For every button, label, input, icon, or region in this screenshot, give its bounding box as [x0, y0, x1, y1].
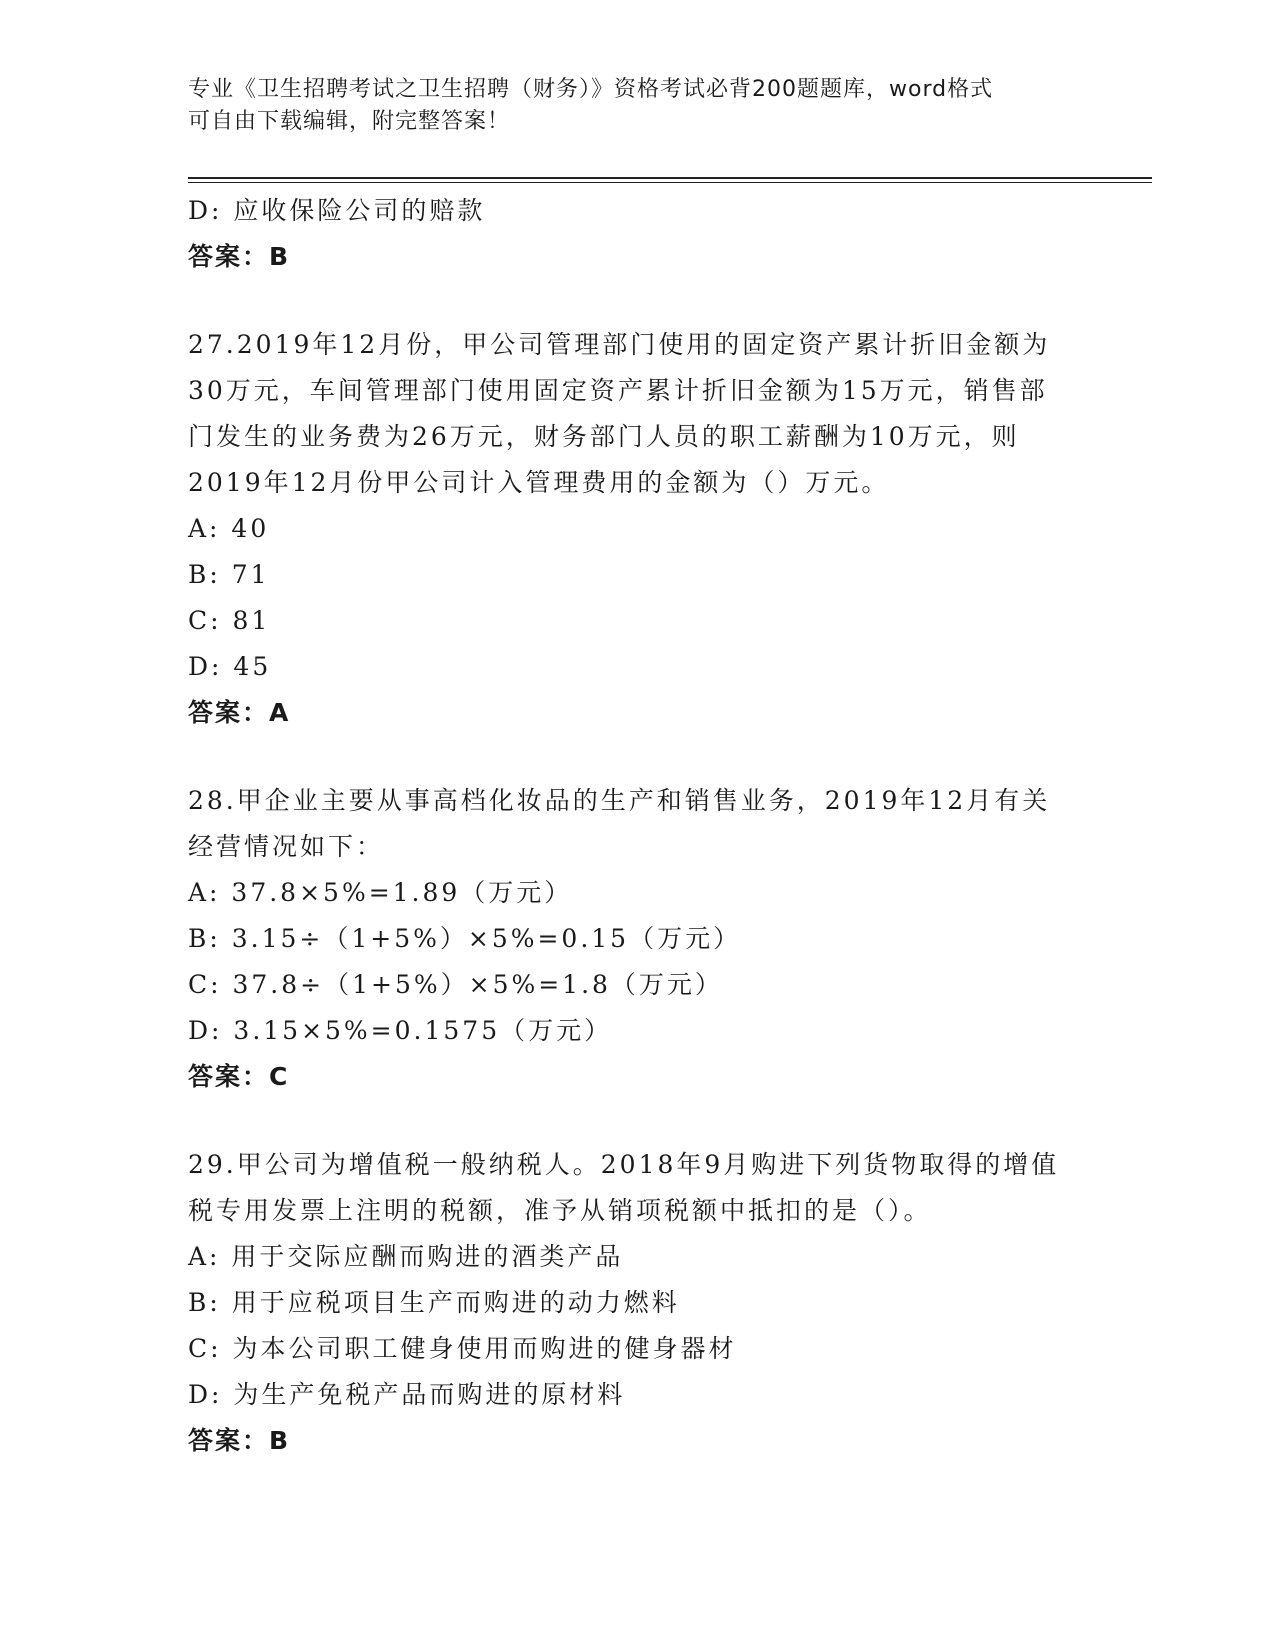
spacer	[188, 280, 1088, 322]
question-29-line-1: 29.甲公司为增值税一般纳税人。2018年9月购进下列货物取得的增值	[188, 1150, 1060, 1179]
question-27-answer: 答案：A	[188, 698, 291, 727]
spacer	[188, 1100, 1088, 1142]
question-28-text	[188, 778, 1088, 870]
question-27-line-4: 2019年12月份甲公司计入管理费用的金额为（）万元。	[188, 468, 890, 497]
header-line-1: 专业《卫生招聘考试之卫生招聘（财务）》资格考试必背200题题库，word格式	[188, 77, 994, 102]
question-29-option-b: B: 用于应税项目生产而购进的动力燃料	[188, 1288, 680, 1317]
question-27-option-a: A: 40	[188, 514, 270, 543]
question-29-text	[188, 1142, 1088, 1234]
question-27-line-3: 门发生的业务费为26万元，财务部门人员的职工薪酬为10万元，则	[188, 422, 1020, 451]
spacer	[188, 736, 1088, 778]
question-28-option-c: C: 37.8÷（1+5%）×5%=1.8（万元）	[188, 970, 723, 999]
question-28-line-1: 28.甲企业主要从事高档化妆品的生产和销售业务，2019年12月有关	[188, 786, 1051, 815]
question-27-option-d: D: 45	[188, 652, 272, 681]
question-28-answer: 答案：C	[188, 1062, 290, 1091]
page-header	[188, 74, 1068, 138]
question-27-line-1: 27.2019年12月份，甲公司管理部门使用的固定资产累计折旧金额为	[188, 330, 1051, 359]
question-28-option-d: D: 3.15×5%=0.1575（万元）	[188, 1016, 613, 1045]
question-28-option-b: B: 3.15÷（1+5%）×5%=0.15（万元）	[188, 924, 742, 953]
question-27-option-b: B: 71	[188, 560, 270, 589]
question-29-option-c: C: 为本公司职工健身使用而购进的健身器材	[188, 1334, 737, 1363]
prev-answer: 答案：B	[188, 242, 291, 271]
header-line-2: 可自由下载编辑，附完整答案！	[188, 109, 511, 134]
question-27-line-2: 30万元，车间管理部门使用固定资产累计折旧金额为15万元，销售部	[188, 376, 1048, 405]
question-27-text	[188, 322, 1088, 506]
question-27-option-c: C: 81	[188, 606, 271, 635]
question-29-answer: 答案：B	[188, 1426, 291, 1455]
document-body	[188, 188, 1088, 1464]
question-29-line-2: 税专用发票上注明的税额，准予从销项税额中抵扣的是（）。	[188, 1196, 932, 1225]
question-29-option-d: D: 为生产免税产品而购进的原材料	[188, 1380, 626, 1409]
prev-option-d: D: 应收保险公司的赔款	[188, 196, 486, 225]
question-28-option-a: A: 37.8×5%=1.89（万元）	[188, 878, 573, 907]
question-29-option-a: A: 用于交际应酬而购进的酒类产品	[188, 1242, 624, 1271]
header-divider	[188, 177, 1152, 183]
question-28-line-2: 经营情况如下：	[188, 832, 385, 861]
